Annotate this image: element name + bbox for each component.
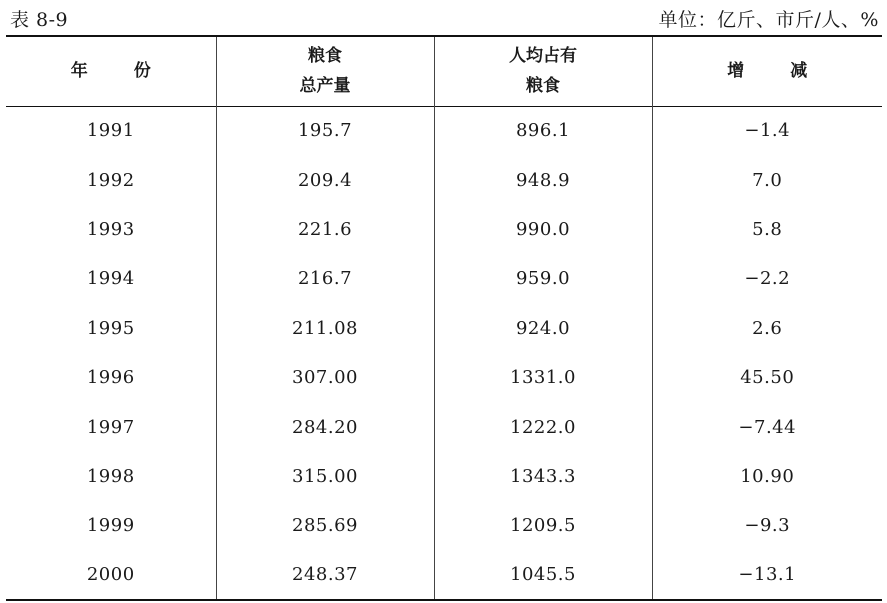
change-cell: 45.50 xyxy=(652,353,882,402)
table-header xyxy=(6,36,882,106)
year-cell: 1997 xyxy=(86,416,135,438)
table-row xyxy=(6,452,882,501)
change-cell: 5.8 xyxy=(652,205,882,254)
per-capita-cell: 948.9 xyxy=(434,155,652,204)
per-capita-cell: 1045.5 xyxy=(434,551,652,600)
per-capita-cell: 1331.0 xyxy=(434,353,652,402)
per-capita-cell: 896.1 xyxy=(434,106,652,155)
year-cell: 1995 xyxy=(86,317,135,339)
header-total-output xyxy=(216,36,434,106)
total-output-cell: 315.00 xyxy=(216,452,434,501)
table-row xyxy=(6,205,882,254)
header-per-capita-line1: 人均占有 xyxy=(509,46,577,67)
per-capita-cell: 959.0 xyxy=(434,254,652,303)
table-row xyxy=(6,551,882,600)
total-output-cell: 221.6 xyxy=(216,205,434,254)
change-cell: 10.90 xyxy=(652,452,882,501)
header-year-label: 年 份 xyxy=(70,61,171,82)
total-output-cell: 285.69 xyxy=(216,501,434,550)
change-cell: −1.4 xyxy=(652,106,882,155)
year-cell: 1998 xyxy=(86,465,135,487)
header-total-output-line2: 总产量 xyxy=(299,76,351,97)
table-row xyxy=(6,106,882,155)
year-cell: 1996 xyxy=(86,367,135,389)
total-output-cell: 307.00 xyxy=(216,353,434,402)
total-output-cell: 284.20 xyxy=(216,402,434,451)
header-year xyxy=(6,36,216,106)
table-caption-row xyxy=(10,2,879,34)
table-number: 表 8-9 xyxy=(10,8,69,31)
year-cell: 2000 xyxy=(86,564,135,586)
header-total-output-line1: 粮食 xyxy=(308,46,342,67)
year-cell: 1993 xyxy=(86,218,135,240)
table-row xyxy=(6,402,882,451)
per-capita-cell: 1343.3 xyxy=(434,452,652,501)
change-cell: −2.2 xyxy=(652,254,882,303)
table-row xyxy=(6,501,882,550)
per-capita-cell: 990.0 xyxy=(434,205,652,254)
change-cell: 2.6 xyxy=(652,304,882,353)
header-per-capita-line2: 粮食 xyxy=(526,76,560,97)
year-cell: 1999 xyxy=(86,515,135,537)
year-cell: 1994 xyxy=(86,268,135,290)
total-output-cell: 211.08 xyxy=(216,304,434,353)
total-output-cell: 248.37 xyxy=(216,551,434,600)
table-row xyxy=(6,304,882,353)
per-capita-cell: 924.0 xyxy=(434,304,652,353)
per-capita-cell: 1209.5 xyxy=(434,501,652,550)
table-row xyxy=(6,254,882,303)
header-per-capita xyxy=(434,36,652,106)
total-output-cell: 216.7 xyxy=(216,254,434,303)
year-cell: 1992 xyxy=(86,169,135,191)
change-cell: −9.3 xyxy=(652,501,882,550)
table-row xyxy=(6,353,882,402)
grain-production-table xyxy=(6,35,882,601)
table-body xyxy=(6,106,882,600)
year-cell: 1991 xyxy=(86,120,135,142)
total-output-cell: 195.7 xyxy=(216,106,434,155)
header-change-label: 增 减 xyxy=(727,61,828,82)
per-capita-cell: 1222.0 xyxy=(434,402,652,451)
table-row xyxy=(6,155,882,204)
header-change xyxy=(652,36,882,106)
change-cell: 7.0 xyxy=(652,155,882,204)
total-output-cell: 209.4 xyxy=(216,155,434,204)
change-cell: −13.1 xyxy=(652,551,882,600)
change-cell: −7.44 xyxy=(652,402,882,451)
unit-label: 单位：亿斤、市斤/人、% xyxy=(658,8,879,31)
header-row xyxy=(6,36,882,106)
